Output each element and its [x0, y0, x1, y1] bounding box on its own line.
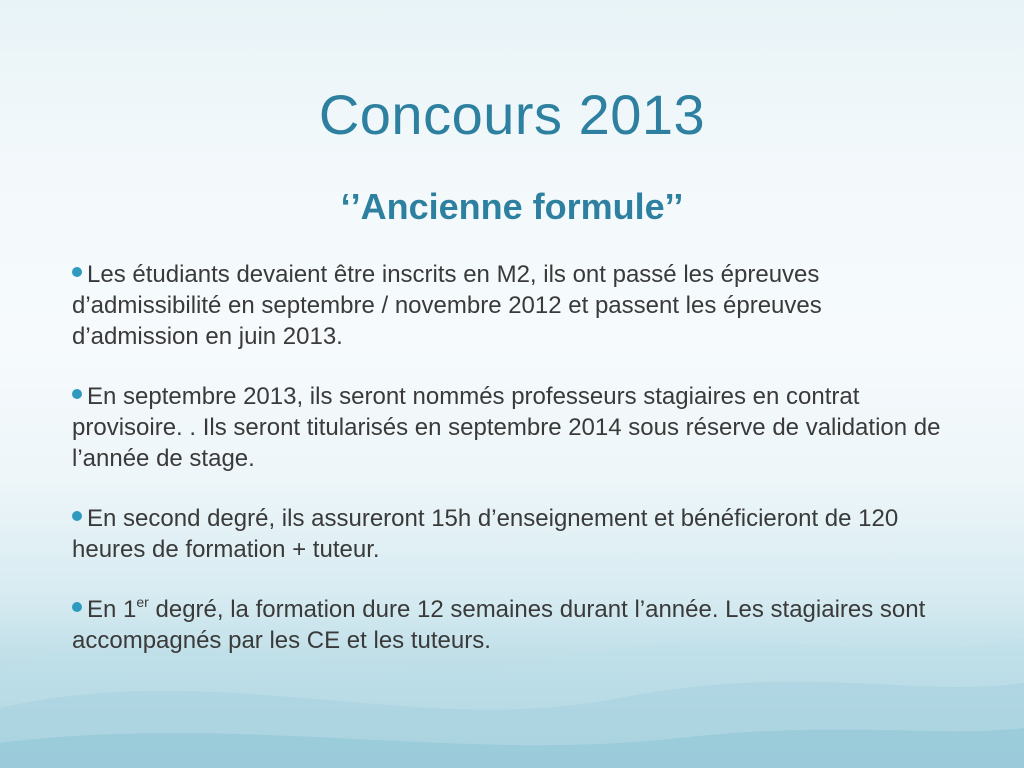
bullet-item [72, 259, 952, 352]
bullet-text: Les étudiants devaient être inscrits en M2, ils ont passé les épreuves d’admissibilité en septembre / novembre 2012 et passent les épreuves d’admission en juin 2013. [72, 261, 822, 350]
bullet-text: En second degré, ils assureront 15h d’enseignement et bénéficieront de 120 heures de formation + tuteur. [72, 505, 899, 563]
bullet-dot-icon [72, 389, 82, 399]
bullet-dot-icon [72, 602, 82, 612]
slide-subtitle: ‘’Ancienne formule’’ [340, 186, 684, 227]
bullet-item [72, 381, 952, 474]
bullet-text: degré, la formation dure 12 semaines durant l’année. Les stagiaires sont accompagnés par les CE et les tuteurs. [72, 596, 926, 654]
slide-title: Concours 2013 [318, 83, 706, 146]
bullet-dot-icon [72, 267, 82, 277]
bullet-dot-icon [72, 511, 82, 521]
bullet-item [72, 503, 952, 565]
bullet-text: En septembre 2013, ils seront nommés professeurs stagiaires en contrat provisoire. . Ils seront titularisés en septembre 2014 sous réserve de validation de l’année de stage. [72, 383, 941, 472]
bullet-prefix: En 1 [87, 596, 137, 623]
bullet-superscript: er [136, 594, 149, 610]
bullet-list [72, 259, 952, 685]
bullet-item [72, 594, 952, 656]
